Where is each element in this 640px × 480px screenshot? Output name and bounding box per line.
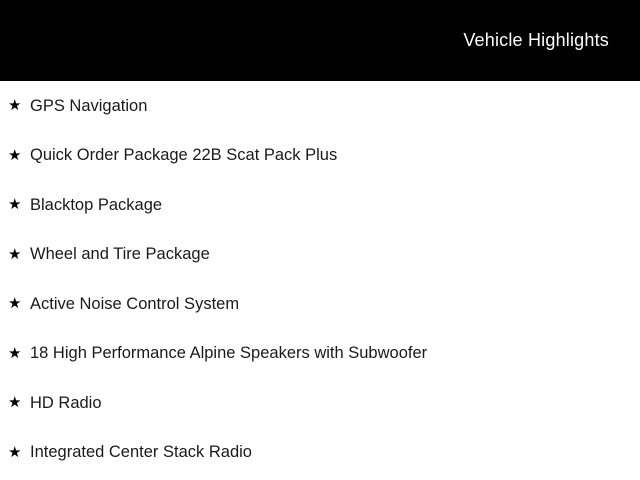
star-icon: ★	[8, 196, 22, 214]
list-item	[0, 378, 640, 428]
star-icon: ★	[8, 443, 22, 461]
star-icon: ★	[8, 97, 22, 115]
list-item-label: 18 High Performance Alpine Speakers with Subwoofer	[30, 344, 428, 363]
list-item-label: Integrated Center Stack Radio	[30, 443, 252, 462]
list-item	[0, 230, 640, 280]
page-title: Vehicle Highlights	[463, 30, 609, 50]
list-item	[0, 180, 640, 230]
star-icon: ★	[8, 394, 22, 412]
highlights-list	[0, 81, 640, 477]
list-item	[0, 131, 640, 181]
star-icon: ★	[8, 146, 22, 164]
header-bar	[0, 0, 640, 81]
star-icon: ★	[8, 295, 22, 313]
list-item-label: Active Noise Control System	[30, 294, 240, 313]
list-item	[0, 279, 640, 329]
list-item-label: Wheel and Tire Package	[30, 245, 210, 264]
list-item	[0, 81, 640, 131]
list-item	[0, 329, 640, 379]
list-item	[0, 428, 640, 478]
star-icon: ★	[8, 245, 22, 263]
list-item-label: GPS Navigation	[30, 96, 148, 115]
list-item-label: Blacktop Package	[30, 195, 163, 214]
list-item-label: Quick Order Package 22B Scat Pack Plus	[30, 146, 338, 165]
star-icon: ★	[8, 344, 22, 362]
list-item-label: HD Radio	[30, 393, 102, 412]
